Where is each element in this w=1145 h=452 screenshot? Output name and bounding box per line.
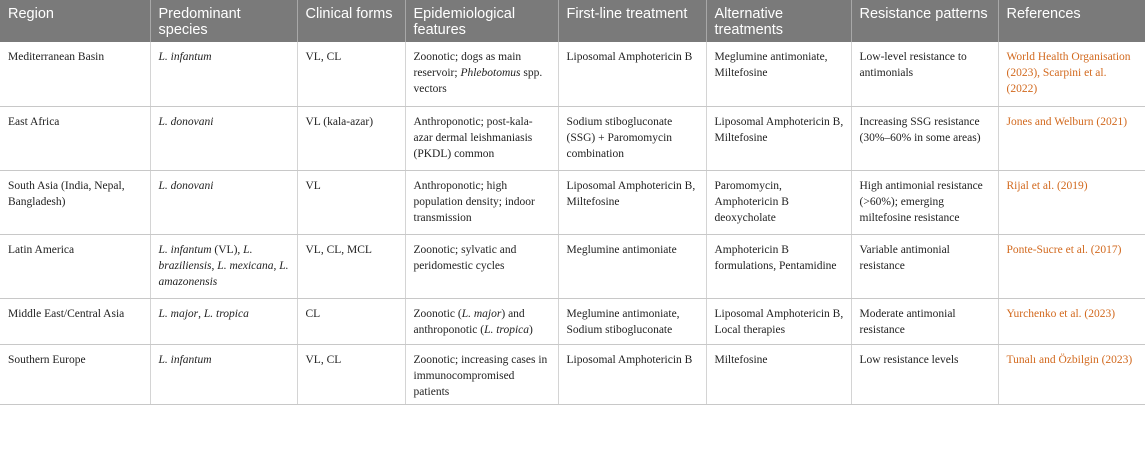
header-clinical-forms: Clinical forms [297, 0, 405, 42]
text-segment: Zoonotic; increasing cases in immunocompromised patients [413, 353, 548, 398]
cell-alternative-treatments: Miltefosine [706, 344, 851, 404]
cell-first-line-treatment: Liposomal Amphotericin B [558, 344, 706, 404]
header-resistance-patterns: Resistance patterns [851, 0, 998, 42]
cell-region: Mediterranean Basin [0, 42, 150, 106]
cell-references[interactable]: Rijal et al. (2019) [998, 170, 1145, 234]
species-name: Phlebotomus [460, 67, 521, 79]
cell-clinical-forms: VL, CL [297, 42, 405, 106]
cell-references[interactable]: Yurchenko et al. (2023) [998, 298, 1145, 344]
cell-alternative-treatments: Liposomal Amphotericin B, Local therapies [706, 298, 851, 344]
header-row [0, 0, 1145, 42]
species-name: L. tropica [484, 323, 530, 336]
cell-epidemiological-features [405, 298, 558, 344]
cell-region: East Africa [0, 106, 150, 170]
cell-region: Latin America [0, 234, 150, 298]
cell-references[interactable]: World Health Organisation (2023), Scarpini et al. (2022) [998, 42, 1145, 106]
text-segment: , [211, 259, 218, 272]
header-first-line-treatment: First-line treatment [558, 0, 706, 42]
header-alternative-treatments: Alternative treatments [706, 0, 851, 42]
cell-first-line-treatment: Meglumine antimoniate [558, 234, 706, 298]
cell-epidemiological-features [405, 344, 558, 404]
species-name: L. infantum [158, 243, 212, 256]
cell-epidemiological-features [405, 106, 558, 170]
text-segment: Zoonotic; sylvatic and peridomestic cycles [413, 243, 517, 272]
cell-alternative-treatments: Paromomycin, Amphotericin B deoxycholate [706, 170, 851, 234]
species-name: L. major [461, 307, 502, 320]
cell-resistance-patterns: Low-level resistance to antimonials [851, 42, 998, 106]
cell-clinical-forms: VL, CL [297, 344, 405, 404]
cell-species [150, 298, 297, 344]
cell-resistance-patterns: Variable antimonial resistance [851, 234, 998, 298]
table-row [0, 344, 1145, 404]
cell-clinical-forms: VL [297, 170, 405, 234]
species-name: L. infantum [158, 51, 212, 63]
table-row [0, 42, 1145, 106]
cell-region: South Asia (India, Nepal, Bangladesh) [0, 170, 150, 234]
cell-species [150, 170, 297, 234]
cell-resistance-patterns: High antimonial resistance (>60%); emerging miltefosine resistance [851, 170, 998, 234]
header-region: Region [0, 0, 150, 42]
cell-references[interactable]: Tunalı and Özbilgin (2023) [998, 344, 1145, 404]
cell-alternative-treatments: Liposomal Amphotericin B, Miltefosine [706, 106, 851, 170]
header-references: References [998, 0, 1145, 42]
table-row [0, 170, 1145, 234]
text-segment: , [273, 259, 280, 272]
species-name: L. donovani [158, 179, 214, 192]
species-name: L. tropica [203, 307, 249, 320]
cell-epidemiological-features [405, 170, 558, 234]
cell-first-line-treatment: Meglumine antimoniate, Sodium stibogluconate [558, 298, 706, 344]
cell-clinical-forms: VL, CL, MCL [297, 234, 405, 298]
species-name: L. infantum [158, 353, 212, 366]
species-name: L. braziliensis [158, 243, 253, 272]
cell-species [150, 106, 297, 170]
text-segment: (VL), [211, 243, 244, 256]
text-segment: ) [529, 323, 533, 336]
cell-clinical-forms: CL [297, 298, 405, 344]
cell-species [150, 42, 297, 106]
cell-references[interactable]: Jones and Welburn (2021) [998, 106, 1145, 170]
cell-region: Southern Europe [0, 344, 150, 404]
species-name: L. major [158, 307, 199, 320]
cell-resistance-patterns: Moderate antimonial resistance [851, 298, 998, 344]
header-species: Predominant species [150, 0, 297, 42]
cell-clinical-forms: VL (kala-azar) [297, 106, 405, 170]
cell-resistance-patterns: Low resistance levels [851, 344, 998, 404]
cell-region: Middle East/Central Asia [0, 298, 150, 344]
header-epidemiological-features: Epidemiological features [405, 0, 558, 42]
cell-alternative-treatments: Amphotericin B formulations, Pentamidine [706, 234, 851, 298]
text-segment: Zoonotic; dogs as main reservoir; [413, 51, 522, 79]
species-name: L. donovani [158, 115, 214, 128]
table-row [0, 298, 1145, 344]
cell-first-line-treatment: Liposomal Amphotericin B, Miltefosine [558, 170, 706, 234]
text-segment: ) and anthroponotic ( [413, 307, 525, 336]
cell-first-line-treatment: Sodium stibogluconate (SSG) + Paromomycin combination [558, 106, 706, 170]
text-segment: spp. vectors [413, 67, 543, 95]
text-segment: Anthroponotic; post-kala-azar dermal leishmaniasis (PKDL) common [413, 115, 533, 160]
cell-species [150, 344, 297, 404]
cell-first-line-treatment: Liposomal Amphotericin B [558, 42, 706, 106]
text-segment: Anthroponotic; high population density; indoor transmission [413, 179, 535, 224]
species-name: L. amazonensis [158, 259, 289, 288]
table-row [0, 106, 1145, 170]
cell-resistance-patterns: Increasing SSG resistance (30%–60% in some areas) [851, 106, 998, 170]
cell-epidemiological-features [405, 42, 558, 106]
cell-references[interactable]: Ponte-Sucre et al. (2017) [998, 234, 1145, 298]
cell-alternative-treatments: Meglumine antimoniate, Miltefosine [706, 42, 851, 106]
cell-species [150, 234, 297, 298]
text-segment: , [198, 307, 204, 320]
species-name: L. mexicana [217, 259, 274, 272]
cell-epidemiological-features [405, 234, 558, 298]
text-segment: Zoonotic ( [413, 307, 462, 320]
table-row [0, 234, 1145, 298]
